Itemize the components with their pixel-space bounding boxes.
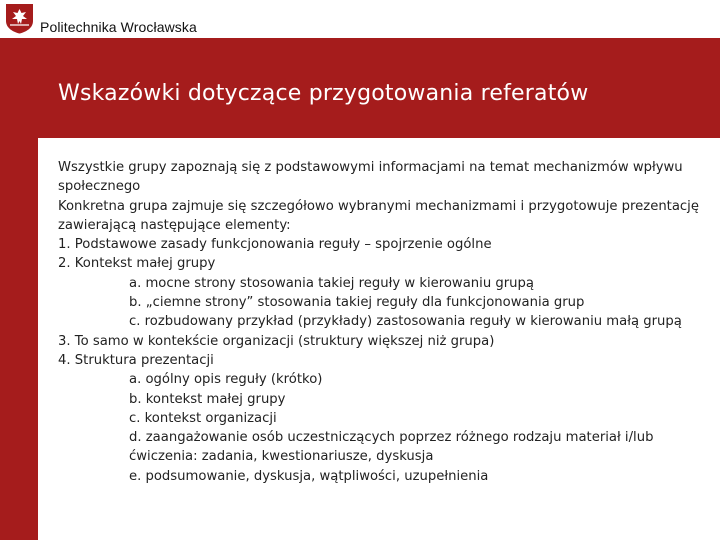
paragraph-task: Konkretna grupa zajmuje się szczegółowo wybranymi mechanizmami i przygotowuje prezentację zawierającą następujące elementy: [58,198,699,233]
sub-item-4e: e. podsumowanie, dyskusja, wątpliwości, uzupełnienia [129,468,489,484]
slide-content [58,158,708,486]
header-bar [0,0,720,38]
list-item-1: 1. Podstawowe zasady funkcjonowania reguły – spojrzenie ogólne [58,237,492,253]
list-item-2: 2. Kontekst małej grupy [58,256,216,272]
left-accent-strip [0,38,38,540]
sub-item-4b: b. kontekst małej grupy [129,391,286,407]
sub-item-4d: d. zaangażowanie osób uczestniczących poprzez różnego rodzaju materiał i/lub ćwiczenia: zadania, kwestionariusze, dyskusja [129,430,654,465]
paragraph-intro: Wszystkie grupy zapoznają się z podstawowymi informacjami na temat mechanizmów wpływu społecznego [58,160,683,195]
sub-item-4c: c. kontekst organizacji [129,410,277,426]
sub-item-2a: a. mocne strony stosowania takiej reguły w kierowaniu grupą [129,275,534,291]
slide-title: Wskazówki dotyczące przygotowania referatów [58,81,589,106]
university-name: Politechnika Wrocławska [40,19,197,35]
sub-item-4a: a. ogólny opis reguły (krótko) [129,372,323,388]
sub-item-2b: b. „ciemne strony” stosowania takiej reguły dla funkcjonowania grup [129,295,585,311]
title-band [38,38,720,138]
list-item-4: 4. Struktura prezentacji [58,352,214,368]
sub-item-2c: c. rozbudowany przykład (przykłady) zastosowania reguły w kierowaniu małą grupą [129,314,682,330]
list-item-3: 3. To samo w kontekście organizacji (struktury większej niż grupa) [58,333,495,349]
university-eagle-logo-icon [5,3,34,34]
